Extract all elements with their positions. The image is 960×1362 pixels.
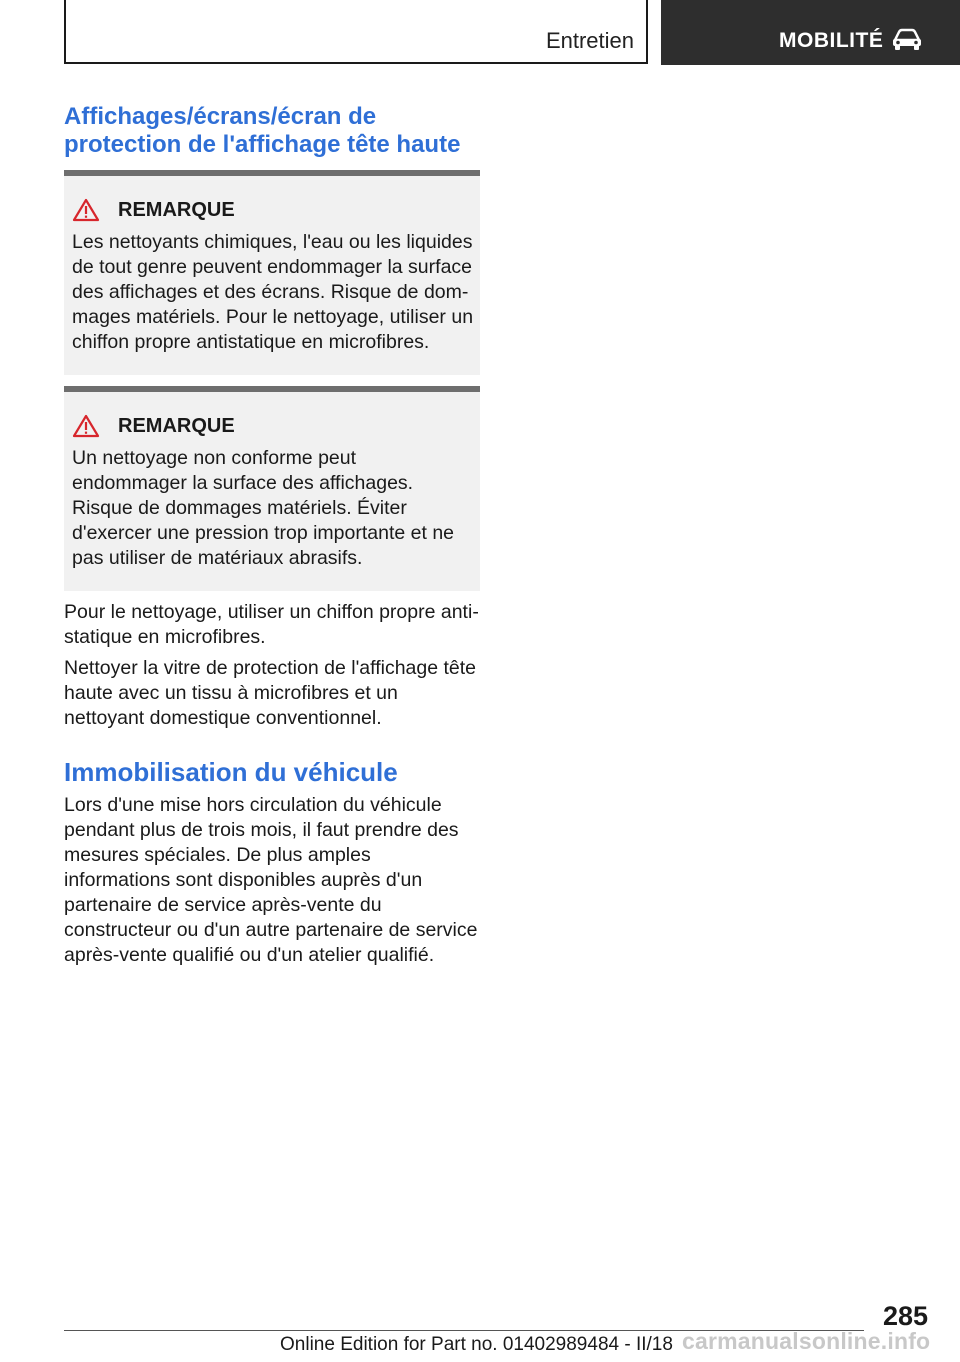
warning-box (64, 170, 480, 375)
warning-text: Les nettoyants chimiques, l'eau ou les liquides de tout genre peuvent endommager la surface des affichages et des écrans. Risque de dommages matériels. Pour le nettoyage, utiliser un chiffon propre antistatique en microfibres. (72, 231, 474, 353)
header-chapter-box (661, 0, 960, 65)
page-number: 285 (882, 1301, 928, 1331)
body-paragraph: Pour le nettoyage, utiliser un chiffon propre antistatique en microfibres. (64, 601, 479, 648)
warning-box (64, 386, 480, 591)
header-chapter-label: MOBILITÉ (779, 29, 884, 52)
warning-triangle-icon (72, 198, 100, 222)
header-section-label: Entretien (545, 28, 634, 53)
header-section-box (64, 0, 648, 64)
warning-header (72, 198, 235, 222)
section-title-displays: Affichages/écrans/écran de protection de l'affichage tête haute (64, 103, 461, 158)
footer-edition: Online Edition for Part no. 01402989484 - II/18 (280, 1334, 673, 1355)
car-icon (891, 27, 923, 51)
body-paragraph: Lors d'une mise hors circulation du véhicule pendant plus de trois mois, il faut prendre des mesures spéciales. De plus amples informations sont disponibles auprès d'un partenaire de service après-vente du constructeur ou d'un autre partenaire de service après-vente qualifié ou d'un atelier qualifié. (64, 794, 478, 966)
warning-title: REMARQUE (118, 198, 235, 221)
warning-header (72, 414, 235, 438)
warning-title: REMARQUE (118, 414, 235, 437)
warning-text: Un nettoyage non conforme peut endommager la surface des affichages. Risque de dommages matériels. Éviter d'exercer une pression trop importante et ne pas utiliser de matériaux abrasifs. (72, 447, 455, 569)
section-title-immobilisation: Immobilisation du véhicule (64, 757, 398, 787)
watermark: carmanualsonline.info (682, 1328, 931, 1354)
warning-triangle-icon (72, 414, 100, 438)
body-paragraph: Nettoyer la vitre de protection de l'affichage tête haute avec un tissu à microfibres et un nettoyant domestique conventionnel. (64, 657, 477, 729)
